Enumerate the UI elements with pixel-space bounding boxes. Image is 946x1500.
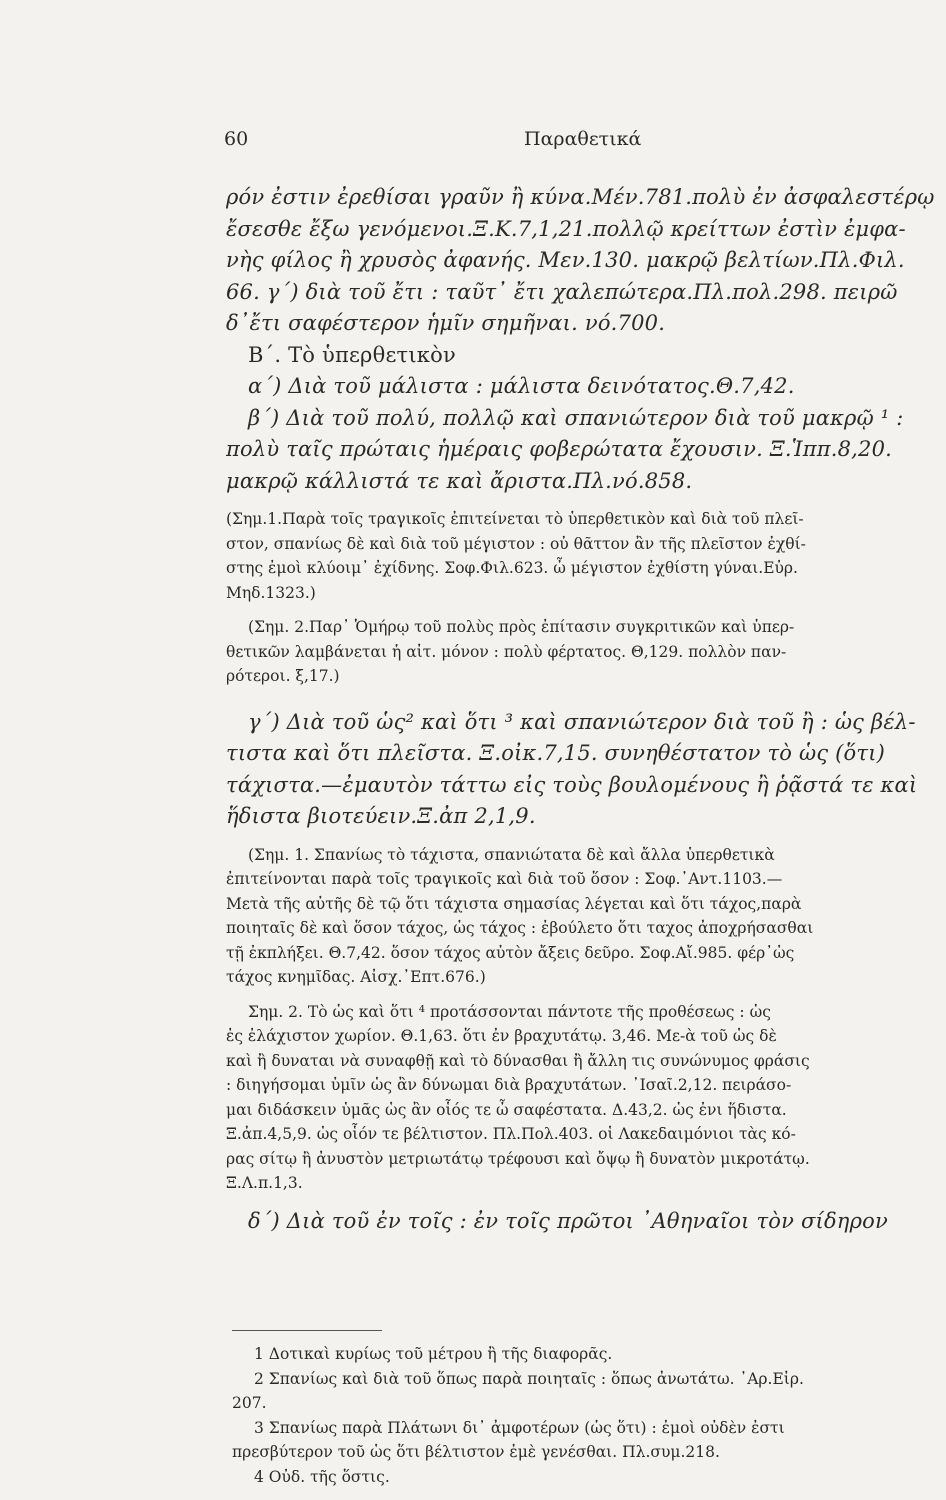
text-line: ἔσεσθε ἔξω γενόμενοι.Ξ.Κ.7,1,21.πολλῷ κρείττων ἐστὶν ἐμφα- bbox=[226, 216, 906, 241]
footnote-line: 4 Οὐδ. τῆς ὅστις. bbox=[254, 1467, 390, 1486]
note-line: ρας σίτῳ ἢ ἀνυστὸν μετριωτάτῳ τρέφουσι καὶ ὄψῳ ἢ δυνατὸν μικροτάτῳ. bbox=[226, 1149, 810, 1168]
note-line: Ξ.Λ.π.1,3. bbox=[226, 1174, 303, 1192]
note-line: Μετὰ τῆς αὐτῆς δὲ τῷ ὅτι τάχιστα σημασίας λέγεται καὶ ὅτι τάχος,παρὰ bbox=[226, 894, 802, 913]
note-line: ἐπιτείνονται παρὰ τοῖς τραγικοῖς καὶ διὰ τοῦ ὅσον : Σοφ.᾽Αντ.1103.— bbox=[226, 870, 783, 888]
text-line: δ΄) Διὰ τοῦ ἐν τοῖς : ἐν τοῖς πρῶτοι ᾽Αθηναῖοι τὸν σίδηρον bbox=[248, 1208, 888, 1233]
note-line: Σημ. 2. Τὸ ὡς καὶ ὅτι ⁴ προτάσσονται πάντοτε τῆς προθέσεως : ὡς bbox=[248, 1002, 771, 1021]
note-line: : διηγήσομαι ὑμῖν ὡς ἂν δύνωμαι διὰ βραχυτάτων. ᾽Ισαῖ.2,12. πειράσο- bbox=[226, 1076, 792, 1094]
note-line: Μηδ.1323.) bbox=[226, 583, 316, 602]
main-text bbox=[226, 182, 938, 1237]
footnote-line: 1 Δοτικαὶ κυρίως τοῦ μέτρου ἢ τῆς διαφορᾶς. bbox=[254, 1345, 613, 1363]
footnote-line: 3 Σπανίως παρὰ Πλάτωνι δι᾽ ἀμφοτέρων (ὡς ὅτι) : ἐμοὶ οὐδὲν ἐστι bbox=[254, 1418, 785, 1437]
note-line: στης ἐμοὶ κλύοιμ᾽ ἐχίδνης. Σοφ.Φιλ.623. ὦ μέγιστον ἐχθίστη γύναι.Εὐρ. bbox=[226, 559, 798, 577]
footnote-divider bbox=[232, 1330, 382, 1331]
text-line: τάχιστα.—ἐμαυτὸν τάττω εἰς τοὺς βουλομένους ἢ ῥᾷστά τε καὶ bbox=[226, 772, 918, 797]
text-line: α΄) Διὰ τοῦ μάλιστα : μάλιστα δεινότατος.Θ.7,42. bbox=[248, 374, 795, 398]
text-line: ἥδιστα βιοτεύειν.Ξ.ἀπ 2,1,9. bbox=[226, 804, 536, 828]
note-line: τάχος κνημῖδας. Αἰσχ.᾽Επτ.676.) bbox=[226, 968, 486, 986]
text-line: δ᾽ἔτι σαφέστερον ἡμῖν σημῆναι. νό.700. bbox=[226, 311, 666, 335]
note-line: ποιηταῖς δὲ καὶ ὅσον τάχος, ὡς τάχος : ἐβούλετο ὅτι ταχος ἀποχρήσασθαι bbox=[226, 919, 814, 937]
note-line: καὶ ἢ δυναται νὰ συναφθῇ καὶ τὸ δύνασθαι ἢ ἄλλη τις συνώνυμος φράσις bbox=[226, 1051, 810, 1070]
text-line: β΄) Διὰ τοῦ πολύ, πολλῷ καὶ σπανιώτερον διὰ τοῦ μακρῷ ¹ : bbox=[248, 405, 904, 430]
text-line: ρόν ἐστιν ἐρεθίσαι γραῦν ἢ κύνα.Μέν.781.πολὺ ἐν ἀσφαλεστέρῳ bbox=[226, 185, 935, 209]
note-line: Ξ.ἀπ.4,5,9. ὡς οἷόν τε βέλτιστον. Πλ.Πολ.403. οἱ Λακεδαιμόνιοι τὰς κό- bbox=[226, 1125, 796, 1143]
footnote-line: 2 Σπανίως καὶ διὰ τοῦ ὅπως παρὰ ποιηταῖς : ὅπως ἀνωτάτω. ᾽Αρ.Εἰρ. bbox=[254, 1369, 804, 1388]
page-header bbox=[224, 128, 924, 158]
note-line: ρότεροι. ξ,17.) bbox=[226, 667, 340, 685]
footnote-line: πρεσβύτερον τοῦ ὡς ὅτι βέλτιστον ἐμὲ γενέσθαι. Πλ.συμ.218. bbox=[232, 1443, 720, 1461]
note-line: (Σημ.1.Παρὰ τοῖς τραγικοῖς ἐπιτείνεται τὸ ὑπερθετικὸν καὶ διὰ τοῦ πλεῖ- bbox=[226, 510, 804, 528]
note-line: στον, σπανίως δὲ καὶ διὰ τοῦ μέγιστον : οὐ θᾶττον ἂν τῆς πλεῖστον ἐχθί- bbox=[226, 534, 806, 553]
note-line: τῇ ἐκπλήξει. Θ.7,42. ὅσον τάχος αὐτὸν ἄξεις δεῦρο. Σοφ.Αἴ.985. φέρ᾽ὡς bbox=[226, 943, 795, 962]
page-number: 60 bbox=[224, 128, 249, 150]
text-line: 66. γ΄) διὰ τοῦ ἔτι : ταῦτ᾽ ἔτι χαλεπώτερα.Πλ.πολ.298. πειρῶ bbox=[226, 279, 898, 304]
text-line: τιστα καὶ ὅτι πλεῖστα. Ξ.οἰκ.7,15. συνηθέστατον τὸ ὡς (ὅτι) bbox=[226, 741, 886, 765]
note-line: θετικῶν λαμβάνεται ἡ αἰτ. μόνον : πολὺ φέρτατος. Θ,129. πολλὸν παν- bbox=[226, 642, 787, 661]
running-title: Παραθετικά bbox=[524, 128, 642, 150]
note-line: (Σημ. 2.Παρ᾽ Ὁμήρῳ τοῦ πολὺς πρὸς ἐπίτασιν συγκριτικῶν καὶ ὑπερ- bbox=[248, 618, 795, 636]
text-line: μακρῷ κάλλιστά τε καὶ ἄριστα.Πλ.νό.858. bbox=[226, 468, 693, 493]
footnote-line: 207. bbox=[232, 1394, 267, 1412]
section-heading: Β΄. Τὸ ὑπερθετικὸν bbox=[248, 342, 456, 367]
note-line: (Σημ. 1. Σπανίως τὸ τάχιστα, σπανιώτατα δὲ καὶ ἄλλα ὑπερθετικὰ bbox=[248, 845, 775, 864]
text-line: νὴς φίλος ἢ χρυσὸς ἀφανής. Μεν.130. μακρῷ βελτίων.Πλ.Φιλ. bbox=[226, 248, 905, 272]
text-line: πολὺ ταῖς πρώταις ἡμέραις φοβερώτατα ἔχουσιν. Ξ.Ἱππ.8,20. bbox=[226, 437, 893, 461]
note-line: ἐς ἐλάχιστον χωρίον. Θ.1,63. ὅτι ἐν βραχυτάτῳ. 3,46. Με-ὰ τοῦ ὡς δὲ bbox=[226, 1027, 777, 1045]
footnotes bbox=[232, 1342, 938, 1489]
text-line: γ΄) Διὰ τοῦ ὡς² καὶ ὅτι ³ καὶ σπανιώτερον διὰ τοῦ ἢ : ὡς βέλ- bbox=[248, 709, 916, 734]
note-line: μαι διδάσκειν ὑμᾶς ὡς ἂν οἷός τε ὦ σαφέστατα. Δ.43,2. ὡς ἐνι ἥδιστα. bbox=[226, 1100, 787, 1119]
